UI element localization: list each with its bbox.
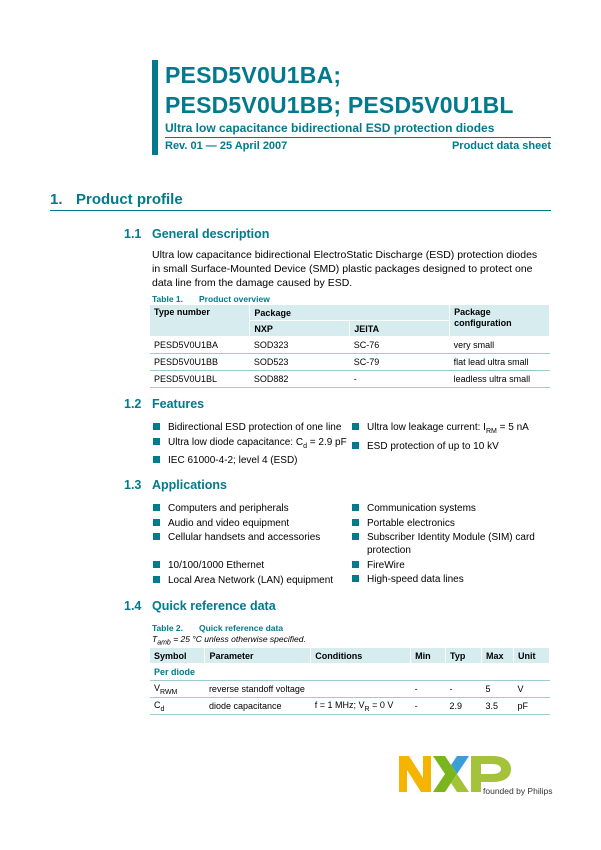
cell-conditions [311, 681, 411, 698]
cell-symbol: $V_{RWM}$ [150, 681, 205, 698]
header-parameter: Parameter [205, 648, 311, 664]
nxp-logo [397, 752, 553, 796]
general-description-text: Ultra low capacitance bidirectional ElectroStatic Discharge (ESD) protection diodes in small Surface-Mounted Device (SMD) plastic packages designed to protect one data line from the damage caused by ESD. [152, 249, 538, 289]
cell-config: leadless ultra small [450, 371, 550, 388]
cell-min: - [411, 681, 446, 698]
subsection-title: Quick reference data [152, 599, 276, 613]
section-divider [50, 210, 551, 211]
cell-unit: pF [513, 698, 549, 715]
list-item: ESD protection of up to 10 kV [351, 440, 529, 453]
header-package: Package [250, 305, 450, 321]
cell-nxp: SOD323 [250, 337, 350, 354]
features-list-left [152, 421, 347, 469]
header-divider [165, 137, 551, 138]
cell-conditions: f = 1 MHz; $V_R = 0$ V [311, 698, 411, 715]
list-item: FireWire [351, 559, 551, 572]
subsection-number: 1.2 [124, 397, 142, 411]
list-item: IEC 61000-4-2; level 4 (ESD) [152, 454, 347, 467]
subsection-heading-features [124, 397, 204, 411]
list-item: Communication systems [351, 502, 551, 515]
cell-max: 5 [482, 681, 514, 698]
cell-config: very small [450, 337, 550, 354]
applications-list-left [152, 502, 333, 588]
document-title-line2: PESD5V0U1BB; PESD5V0U1BL [165, 92, 514, 118]
table2-conditions-note: $T_{amb} = 25$ °C unless otherwise specified. [152, 634, 306, 647]
document-title-line1: PESD5V0U1BA; [165, 62, 342, 88]
table-title: Quick reference data [199, 623, 284, 633]
header-symbol: Symbol [150, 648, 205, 664]
cell-typ: - [446, 681, 482, 698]
subsection-heading-general [124, 227, 269, 241]
header-type-number: Type number [150, 305, 250, 337]
list-item: Local Area Network (LAN) equipment [152, 574, 333, 587]
cell-max: 3.5 [482, 698, 514, 715]
subsection-heading-quick-reference [124, 599, 276, 613]
list-item: Computers and peripherals [152, 502, 333, 515]
quick-reference-table [150, 648, 550, 715]
cell-jeita: SC-79 [350, 354, 450, 371]
list-item: 10/100/1000 Ethernet [152, 559, 333, 572]
cell-symbol: $C_d$ [150, 698, 205, 715]
group-label: Per diode [150, 664, 550, 681]
cell-unit: V [513, 681, 549, 698]
applications-list-right [351, 502, 551, 588]
section-title: Product profile [76, 191, 183, 208]
list-item: Portable electronics [351, 517, 551, 530]
cell-jeita: - [350, 371, 450, 388]
subsection-number: 1.1 [124, 227, 142, 241]
cell-type: PESD5V0U1BL [150, 371, 250, 388]
title-accent-bar [152, 60, 158, 155]
header-typ: Typ [446, 648, 482, 664]
section-number: 1. [50, 191, 63, 208]
list-item: Cellular handsets and accessories [152, 531, 333, 544]
cell-parameter: diode capacitance [205, 698, 311, 715]
list-item: Bidirectional ESD protection of one line [152, 421, 347, 434]
document-type: Product data sheet [451, 140, 551, 152]
cell-min: - [411, 698, 446, 715]
header-jeita: JEITA [350, 321, 450, 337]
table-row [150, 681, 550, 698]
list-item: High-speed data lines [351, 573, 551, 586]
list-item: Audio and video equipment [152, 517, 333, 530]
header-nxp: NXP [250, 321, 350, 337]
table-row [150, 354, 550, 371]
subsection-number: 1.4 [124, 599, 142, 613]
table-row [150, 371, 550, 388]
header-max: Max [482, 648, 514, 664]
header-conditions: Conditions [311, 648, 411, 664]
product-overview-table [150, 305, 550, 388]
table-row [150, 337, 550, 354]
revision-info: Rev. 01 — 25 April 2007 [165, 140, 288, 152]
list-item: Ultra low leakage current: $I_{RM} = 5$ nA [351, 421, 529, 438]
subsection-number: 1.3 [124, 478, 142, 492]
cell-typ: 2.9 [446, 698, 482, 715]
cell-parameter: reverse standoff voltage [205, 681, 311, 698]
logo-tagline: founded by Philips [483, 786, 553, 796]
cell-type: PESD5V0U1BB [150, 354, 250, 371]
table-label: Table 2. [152, 623, 184, 633]
table1-caption [152, 294, 270, 304]
features-list-right [351, 421, 529, 454]
subsection-title: General description [152, 227, 270, 241]
table-title: Product overview [199, 294, 270, 304]
cell-nxp: SOD523 [250, 354, 350, 371]
header-min: Min [411, 648, 446, 664]
cell-jeita: SC-76 [350, 337, 450, 354]
table-row [150, 698, 550, 715]
list-item: Subscriber Identity Module (SIM) card protection [351, 531, 551, 557]
cell-config: flat lead ultra small [450, 354, 550, 371]
cell-type: PESD5V0U1BA [150, 337, 250, 354]
subsection-title: Features [152, 397, 205, 411]
table-group-row [150, 664, 550, 681]
document-subtitle: Ultra low capacitance bidirectional ESD protection diodes [165, 121, 495, 135]
table-label: Table 1. [152, 294, 184, 304]
header-unit: Unit [513, 648, 549, 664]
subsection-title: Applications [152, 478, 228, 492]
subsection-heading-applications [124, 478, 227, 492]
table2-caption [152, 623, 283, 633]
nxp-logo-mark [397, 752, 553, 796]
header-package-configuration: Package configuration [450, 305, 550, 337]
cell-nxp: SOD882 [250, 371, 350, 388]
list-item: Ultra low diode capacitance: $C_d = 2.9$ pF [152, 436, 347, 453]
section-heading-product-profile [50, 191, 183, 208]
